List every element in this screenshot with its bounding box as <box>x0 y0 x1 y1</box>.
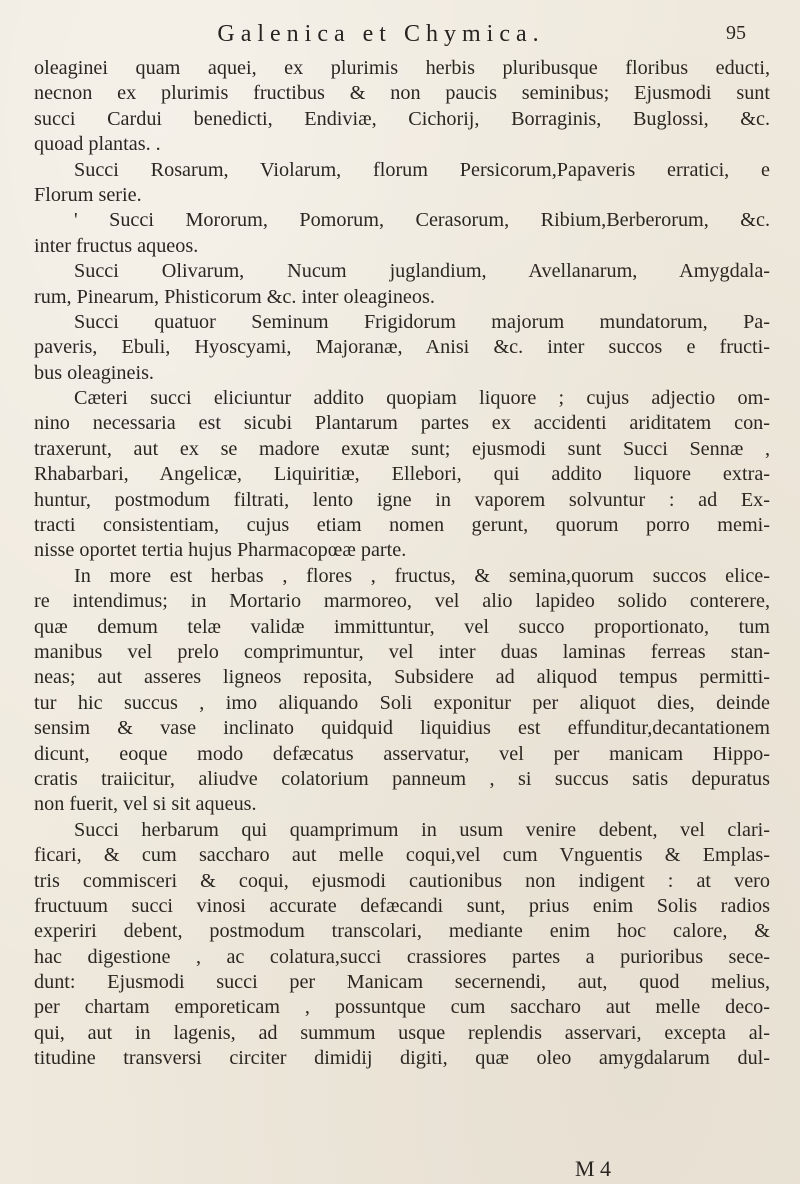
text-line: per chartam emporeticam , possuntque cum saccharo aut melle deco- <box>34 996 770 1019</box>
signature-mark: M 4 <box>575 1156 612 1181</box>
text-line: oleaginei quam aquei, ex plurimis herbis pluribusque floribus educti, <box>34 57 770 79</box>
text-line: neas; aut asseres ligneos reposita, Subsidere ad aliquod tempus permitti- <box>34 666 770 689</box>
text-line: bus oleagineis. <box>34 361 154 384</box>
text-line: hac digestione , ac colatura,succi crassiores partes a purioribus sece- <box>34 945 770 968</box>
text-line: nisse oportet tertia hujus Pharmacopœæ parte. <box>34 539 407 562</box>
text-line: non fuerit, vel si sit aqueus. <box>34 793 257 816</box>
text-line: inter fructus aqueos. <box>34 234 199 257</box>
footer-line <box>34 1157 770 1181</box>
text-line: cratis traiicitur, aliudve colatorium panneum , si succus satis depuratus <box>34 767 770 790</box>
text-line: experiri debent, postmodum transcolari, mediante enim hoc calore, & <box>34 920 770 943</box>
text-line: tracti consistentiam, cujus etiam nomen gerunt, quorum porro memi- <box>34 514 770 537</box>
text-line: In more est herbas , flores , fructus, & semina,quorum succos elice- <box>74 564 770 587</box>
text-line: qui, aut in lagenis, ad summum usque replendis asservari, excepta al- <box>34 1021 770 1044</box>
text-line: succi Cardui benedicti, Endiviæ, Cichorij, Borraginis, Buglossi, &c. <box>34 107 770 130</box>
text-line: Succi Rosarum, Violarum, florum Persicorum,Papaveris erratici, e <box>74 158 770 181</box>
page-number: 95 <box>726 22 746 44</box>
text-line: nino necessaria est sicubi Plantarum partes ex accidenti ariditatem con- <box>34 412 770 435</box>
text-line: titudine transversi circiter dimidij digiti, quæ oleo amygdalarum dul- <box>34 1047 770 1070</box>
text-line: manibus vel prelo comprimuntur, vel inter duas laminas ferreas stan- <box>34 640 770 663</box>
body-text <box>34 56 770 1072</box>
text-line: quoad plantas. . <box>34 133 161 156</box>
text-line: Succi quatuor Seminum Frigidorum majorum mundatorum, Pa- <box>74 310 770 333</box>
text-line: dicunt, eoque modo defæcatus asservatur, vel per manicam Hippo- <box>34 742 770 765</box>
text-line: quæ demum telæ validæ immittuntur, vel succo proportionato, tum <box>34 615 770 638</box>
text-line: tur hic succus , imo aliquando Soli exponitur per aliquot dies, deinde <box>34 691 770 714</box>
running-title: Galenica et Chymica. <box>217 20 545 47</box>
text-line: sensim & vase inclinato quidquid liquidius est effunditur,decantationem <box>34 717 770 740</box>
text-line: tris commisceri & coqui, ejusmodi cautionibus non indigent : at vero <box>34 869 770 892</box>
text-line: traxerunt, aut ex se madore exutæ sunt; ejusmodi sunt Succi Sennæ , <box>34 437 770 460</box>
text-line: necnon ex plurimis fructibus & non paucis seminibus; Ejusmodi sunt <box>34 82 770 105</box>
text-line: Florum serie. <box>34 183 142 206</box>
text-line: ' Succi Mororum, Pomorum, Cerasorum, Ribium,Berberorum, &c. <box>74 209 770 232</box>
text-line: huntur, postmodum filtrati, lento igne in vaporem solvuntur : ad Ex- <box>34 488 770 511</box>
text-line: re intendimus; in Mortario marmoreo, vel alio lapideo solido conterere, <box>34 590 770 613</box>
text-line: Rhabarbari, Angelicæ, Liquiritiæ, Ellebori, qui addito liquore extra- <box>34 463 770 486</box>
text-line: ficari, & cum saccharo aut melle coqui,vel cum Vnguentis & Emplas- <box>34 844 770 867</box>
text-line: rum, Pinearum, Phisticorum &c. inter oleagineos. <box>34 285 435 308</box>
text-line: fructuum succi vinosi accurate defæcandi sunt, prius enim Solis radios <box>34 894 770 917</box>
text-line: paveris, Ebuli, Hyoscyami, Majoranæ, Anisi &c. inter succos e fructi- <box>34 336 770 359</box>
text-line: Cæteri succi eliciuntur addito quopiam liquore ; cujus adjectio om- <box>74 387 770 410</box>
text-line: dunt: Ejusmodi succi per Manicam secernendi, aut, quod melius, <box>34 971 770 994</box>
text-line: Succi Olivarum, Nucum juglandium, Avellanarum, Amygdala- <box>74 260 770 283</box>
text-line: Succi herbarum qui quamprimum in usum venire debent, vel clari- <box>74 818 770 841</box>
